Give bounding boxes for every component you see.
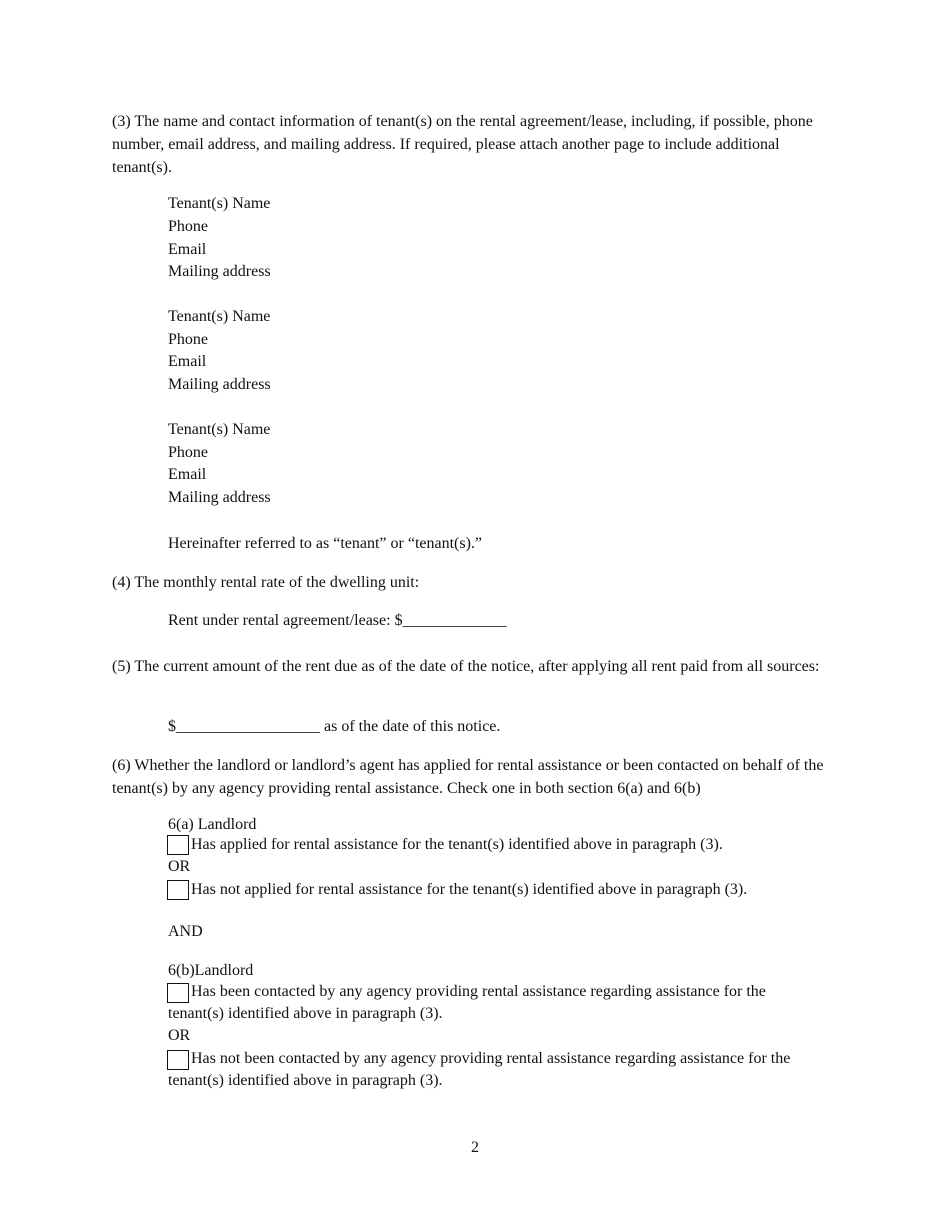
tenant-email-label: Email [168,466,207,483]
or-separator: OR [168,1027,191,1044]
tenant-email-label: Email [168,353,207,370]
has-not-been-contacted-checkbox[interactable] [167,1050,189,1070]
tenant-name-label: Tenant(s) Name [168,421,271,438]
has-applied-text: Has applied for rental assistance for the tenant(s) identified above in paragraph (3). [191,836,723,853]
has-been-contacted-checkbox[interactable] [167,983,189,1003]
has-not-been-contacted-text-line1: Has not been contacted by any agency providing rental assistance regarding assistance for the [191,1050,791,1067]
section-6-heading: (6) Whether the landlord or landlord’s agent has applied for rental assistance or been contacted on behalf of the tenant(s) by any agency providing rental assistance. Check one in both section 6(a) and 6(b) [112,757,824,797]
tenant-phone-label: Phone [168,218,208,235]
tenant-mailing-address-label: Mailing address [168,489,271,506]
has-not-applied-text: Has not applied for rental assistance for the tenant(s) identified above in paragraph (3). [191,881,748,898]
tenant-name-label: Tenant(s) Name [168,195,271,212]
has-been-contacted-text-line2: tenant(s) identified above in paragraph (3). [168,1005,443,1022]
tenant-phone-label: Phone [168,444,208,461]
hereinafter-text: Hereinafter referred to as “tenant” or “tenant(s).” [168,535,483,552]
has-not-applied-checkbox[interactable] [167,880,189,900]
or-separator: OR [168,858,191,875]
tenant-name-label: Tenant(s) Name [168,308,271,325]
section-5-heading: (5) The current amount of the rent due as of the date of the notice, after applying all rent paid from all sources: [112,658,820,675]
has-not-been-contacted-text-line2: tenant(s) identified above in paragraph (3). [168,1072,443,1089]
section-6a-label: 6(a) Landlord [168,816,257,833]
section-3-intro: (3) The name and contact information of tenant(s) on the rental agreement/lease, including, if possible, phone number, email address, and mailing address. If required, please attach another page to include additional tenant(s). [112,113,813,176]
section-6b-label: 6(b)Landlord [168,962,254,979]
tenant-email-label: Email [168,241,207,258]
has-applied-checkbox[interactable] [167,835,189,855]
section-4-heading: (4) The monthly rental rate of the dwelling unit: [112,574,420,591]
tenant-mailing-address-label: Mailing address [168,376,271,393]
rent-amount-line: Rent under rental agreement/lease: $_____________ [168,612,507,629]
page-number: 2 [471,1139,479,1156]
rent-due-amount-line: $__________________ as of the date of this notice. [168,718,501,735]
and-separator: AND [168,923,203,940]
tenant-mailing-address-label: Mailing address [168,263,271,280]
has-been-contacted-text-line1: Has been contacted by any agency providing rental assistance regarding assistance for the [191,983,766,1000]
tenant-phone-label: Phone [168,331,208,348]
